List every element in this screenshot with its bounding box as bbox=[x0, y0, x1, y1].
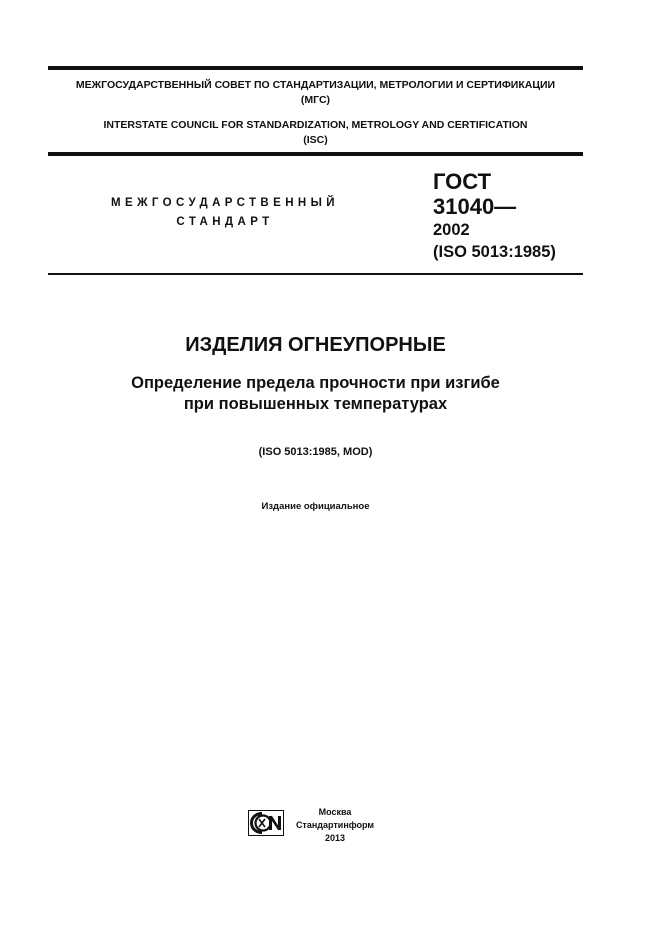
document-subtitle-line1: Определение предела прочности при изгибе bbox=[131, 374, 500, 392]
council-ru-abbr: (МГС) bbox=[300, 94, 331, 106]
document-subtitle-line2: при повышенных температурах bbox=[183, 395, 448, 413]
council-en-name: INTERSTATE COUNCIL FOR STANDARDIZATION, METROLOGY AND CERTIFICATION bbox=[103, 119, 528, 131]
header-divider bbox=[48, 152, 583, 156]
council-ru-name: МЕЖГОСУДАРСТВЕННЫЙ СОВЕТ ПО СТАНДАРТИЗАЦИИ, МЕТРОЛОГИИ И СЕРТИФИКАЦИИ bbox=[75, 79, 556, 91]
gost-designation bbox=[433, 169, 556, 263]
council-en bbox=[48, 118, 583, 148]
designation-divider bbox=[48, 273, 583, 275]
edition-note: Издание официальное bbox=[261, 501, 370, 512]
gost-iso: (ISO 5013:1985) bbox=[433, 243, 556, 261]
publisher-info bbox=[290, 806, 380, 845]
publisher-city: Москва bbox=[318, 807, 352, 817]
standard-label-line2: СТАНДАРТ bbox=[176, 216, 274, 228]
gost-number: 31040— bbox=[433, 194, 517, 219]
council-en-abbr: (ISC) bbox=[303, 134, 328, 146]
publisher-year: 2013 bbox=[324, 833, 346, 843]
gost-prefix: ГОСТ bbox=[433, 169, 492, 194]
top-divider bbox=[48, 66, 583, 70]
iso-reference: (ISO 5013:1985, MOD) bbox=[258, 446, 373, 458]
standard-label bbox=[90, 194, 360, 232]
standard-label-line1: МЕЖГОСУДАРСТВЕННЫЙ bbox=[111, 197, 339, 209]
gost-year: 2002 bbox=[433, 221, 470, 239]
document-title: ИЗДЕЛИЯ ОГНЕУПОРНЫЕ bbox=[185, 334, 446, 356]
council-ru bbox=[48, 78, 583, 108]
publisher-name: Стандартинформ bbox=[295, 820, 375, 830]
standartinform-logo-icon bbox=[248, 810, 284, 836]
document-subtitle bbox=[48, 373, 583, 415]
